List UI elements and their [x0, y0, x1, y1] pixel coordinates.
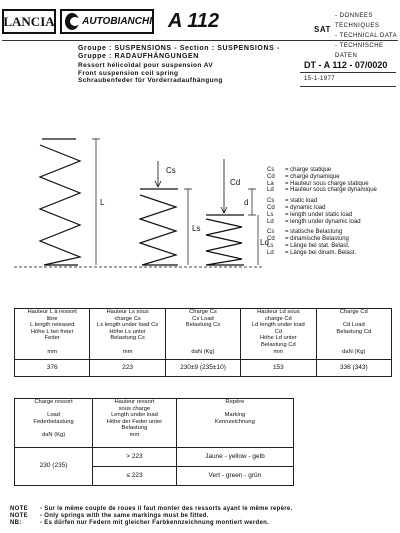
- legend-value: = static load: [285, 198, 318, 205]
- note-label: NOTE: [10, 506, 28, 512]
- note-label: NB:: [10, 520, 22, 526]
- static-load-spring: [140, 189, 178, 265]
- header-cell-Cd: Charge Cd Cd Load Belastung Cd daN (Kg): [316, 309, 391, 360]
- date-rule-bottom: [300, 86, 396, 87]
- note-label: NOTE: [10, 513, 28, 519]
- group-line-2: Gruppe : RADAUFHÄNGUNGEN: [78, 53, 199, 60]
- subject: [78, 62, 223, 85]
- dynamic-load-spring: [206, 215, 244, 265]
- lancia-text: LANCIA: [3, 13, 55, 29]
- legend-key: Cd: [267, 173, 275, 180]
- label-L: L: [100, 198, 105, 207]
- legend-row: [267, 187, 377, 194]
- spring-dimensions-table: [14, 308, 392, 377]
- value-Cd: 336 (343): [316, 360, 391, 377]
- note-text: - Only springs with the same markings must be fitted.: [40, 513, 209, 519]
- document-reference: DT - A 112 - 07/0020: [304, 60, 388, 70]
- legend-row: [267, 167, 377, 174]
- legend-key: Cd: [267, 236, 275, 243]
- legend-key: Ld: [267, 218, 274, 225]
- header-cell-Cs: Charge Cs Cs Load Belastung Cs daN (Kg): [165, 309, 240, 360]
- autobianchi-emblem-icon: [65, 13, 79, 30]
- legend-value: = charge statique: [285, 167, 332, 173]
- header-cell-load: Charge ressort Load Federbelastung daN (Kg): [15, 399, 93, 448]
- legend-key: Cd: [267, 204, 275, 211]
- legend-value: = Länge bei stat. Belast.: [285, 242, 350, 249]
- legend-block-fr: [267, 167, 377, 194]
- legend-row: [267, 250, 377, 257]
- legend-key: Ld: [267, 249, 274, 256]
- legend-value: = Hauteur sous charge dynamique: [285, 187, 377, 194]
- value-Cs: 230±9 (235±10): [165, 360, 240, 377]
- legend-row: [267, 243, 377, 250]
- date-rule-top: [300, 72, 396, 73]
- tech-line-fr: - DONNEES TECHNIQUES: [335, 13, 380, 29]
- legend-value: = length under static load: [285, 211, 353, 218]
- autobianchi-text: AUTOBIANCHI: [82, 16, 152, 27]
- legend-row: [267, 205, 377, 212]
- legend-key: Cs: [267, 167, 275, 173]
- legend-key: Cs: [267, 198, 275, 205]
- table-row: [15, 360, 392, 377]
- value-load: 230 (235): [15, 448, 93, 486]
- legend-row: [267, 229, 377, 236]
- legend-row: [267, 198, 377, 205]
- symbol-legend: [267, 167, 377, 257]
- value-marking: Jaune - yellow - gelb: [176, 448, 293, 467]
- legend-row: [267, 219, 377, 226]
- legend-key: Cs: [267, 229, 275, 236]
- table-header-row: [15, 309, 392, 360]
- legend-row: [267, 174, 377, 181]
- note-line: [10, 520, 292, 527]
- lancia-logo: [2, 9, 56, 34]
- legend-block-de: [267, 229, 377, 256]
- legend-value: = dynamic load: [285, 204, 326, 211]
- legend-value: = statische Belastung: [285, 229, 343, 236]
- notes: [10, 506, 292, 527]
- legend-row: [267, 181, 377, 188]
- group-section: [78, 45, 280, 61]
- value-marking: Vert - green - grün: [176, 467, 293, 486]
- legend-key: Ls: [267, 242, 274, 249]
- legend-key: Ld: [267, 187, 274, 194]
- note-text: - Sur le même couple de roues il faut monter des ressorts ayant le même repère.: [40, 506, 293, 512]
- technical-data-heading: [335, 11, 400, 61]
- label-Ls: Ls: [192, 224, 201, 233]
- table-row: [15, 448, 294, 467]
- free-spring: [40, 139, 80, 265]
- legend-key: Ls: [267, 211, 274, 218]
- autobianchi-logo: [60, 9, 154, 34]
- document-date: 15-1-1977: [304, 76, 335, 82]
- spring-diagram: [0, 125, 270, 295]
- legend-block-en: [267, 198, 377, 225]
- sat-label: SAT: [314, 25, 331, 34]
- value-length: > 223: [93, 448, 177, 467]
- legend-value: = charge dynamique: [285, 173, 340, 180]
- legend-value: = dinamische Belastung: [285, 236, 349, 243]
- tech-line-en: - TECHNICAL DATA: [335, 33, 398, 39]
- note-text: - Es dürfen nur Federn mit gleicher Farbkennzeichnung montiert werden.: [40, 520, 270, 526]
- legend-key: La: [267, 180, 274, 187]
- header-cell-Ls: Hauteur Ls sous charge Cs Ls length under load Cs Höhe Ls unter Belastung Cs mm: [90, 309, 165, 360]
- label-d: d: [244, 198, 249, 207]
- model-title: A 112: [168, 10, 220, 32]
- tech-line-de: - TECHNISCHE DATEN: [335, 43, 384, 59]
- legend-row: [267, 212, 377, 219]
- table-header-row: [15, 399, 294, 448]
- header-cell-marking: Repère Marking Kennzeichnung: [176, 399, 293, 448]
- note-line: [10, 513, 292, 520]
- header-cell-length: Hauteur ressort sous charge Length under load Höhe der Feder unter Belastung mm: [93, 399, 177, 448]
- group-line-1: Groupe : SUSPENSIONS - Section : SUSPENSIONS -: [78, 45, 280, 52]
- header-cell-Ld: Hauteur Ld sous charge Cd Ld length under load Cd Höhe Ld unter Belastung Cd mm: [241, 309, 316, 360]
- value-L: 376: [15, 360, 90, 377]
- value-length: ≤ 223: [93, 467, 177, 486]
- marking-table: [14, 398, 294, 486]
- label-Cs: Cs: [166, 166, 176, 175]
- value-Ls: 223: [90, 360, 165, 377]
- subject-de: Schraubenfeder für Vorderradaufhängung: [78, 77, 223, 84]
- subject-fr: Ressort hélicoïdal pour suspension AV: [78, 62, 214, 69]
- legend-value: = Hauteur sous charge statique: [285, 180, 369, 187]
- header-cell-L: Hauteur L à ressort libre L length released Höhe L bei freier Feder mm: [15, 309, 90, 360]
- label-Cd: Cd: [230, 178, 241, 187]
- header-rule: [2, 40, 398, 41]
- value-Ld: 153: [241, 360, 316, 377]
- legend-value: = Länge bei dinam. Belast.: [285, 249, 357, 256]
- legend-value: = length under dynamic load: [285, 218, 361, 225]
- subject-en: Front suspension coil spring: [78, 69, 179, 77]
- legend-row: [267, 236, 377, 243]
- label-Ld: Ld: [260, 238, 269, 247]
- note-line: [10, 506, 292, 513]
